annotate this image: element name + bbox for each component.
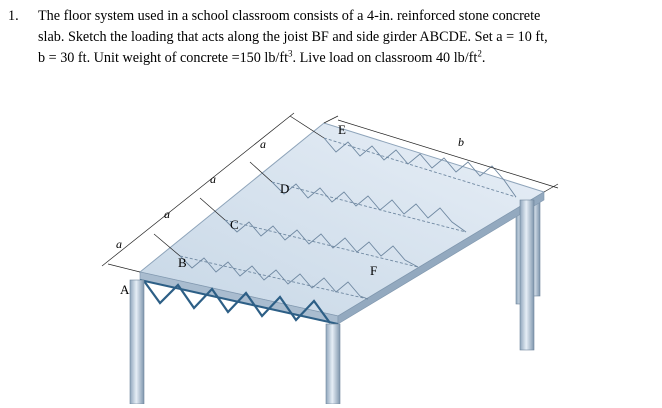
label-B: B [178, 255, 187, 270]
line3-part2: . Live load on classroom 40 lb/ft [292, 50, 478, 66]
label-a-4: a [260, 137, 266, 151]
superscript-cubed: 3 [288, 48, 293, 59]
label-b: b [458, 135, 464, 149]
problem-line-1: The floor system used in a school classroom consists of a 4-in. reinforced stone concrete [38, 8, 541, 24]
label-D: D [280, 181, 290, 196]
floor-system-figure [100, 108, 560, 404]
label-A: A [120, 282, 130, 297]
problem-number: 1. [8, 8, 19, 24]
problem-line-3 [38, 48, 654, 69]
label-a-3: a [210, 172, 216, 186]
label-C: C [230, 217, 239, 232]
problem-text [38, 6, 654, 69]
label-a-2: a [164, 207, 170, 221]
problem-line-2: slab. Sketch the loading that acts along the joist BF and side girder ABCDE. Set a = 10 ft, [38, 29, 548, 45]
line3-part3: . [481, 50, 486, 66]
line3-part1: b = 30 ft. Unit weight of concrete =150 lb/ft [38, 50, 289, 66]
label-E: E [338, 122, 346, 137]
superscript-squared: 2 [477, 48, 482, 59]
label-F: F [370, 263, 378, 278]
label-a-1: a [116, 237, 122, 251]
